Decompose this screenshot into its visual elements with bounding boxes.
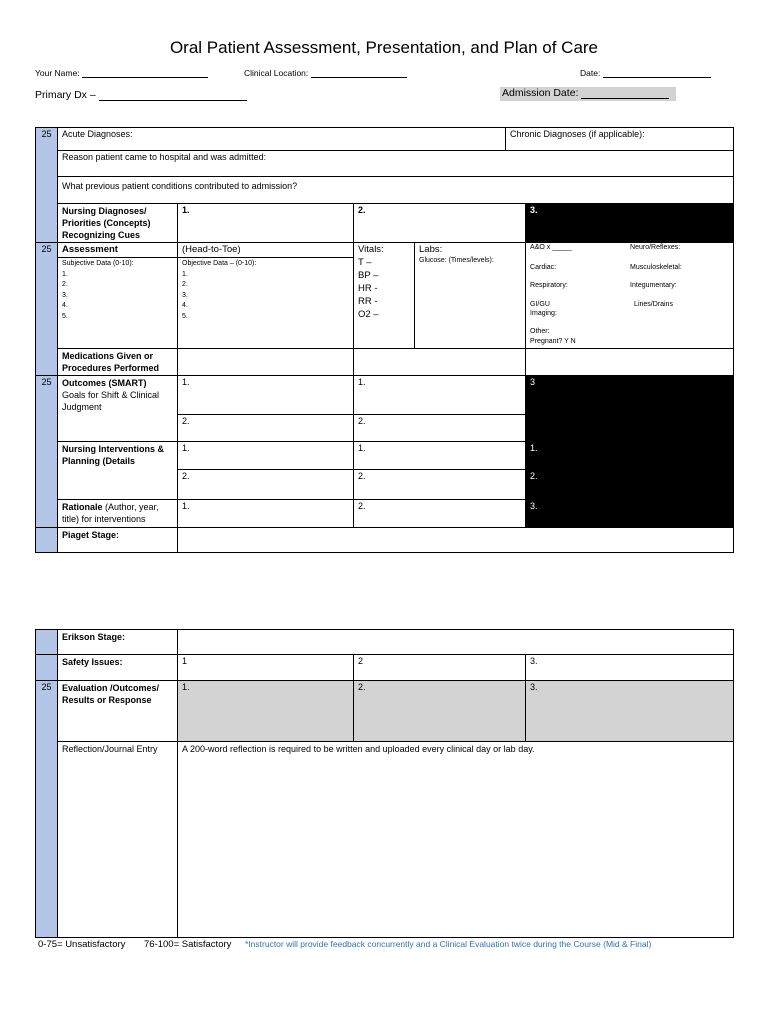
outcome-1-col-2[interactable]: 1. (354, 376, 526, 415)
outcomes-sublabel: Goals for Shift & Clinical Judgment (62, 390, 160, 412)
acute-diagnoses-cell[interactable]: Acute Diagnoses: (58, 128, 506, 151)
page-title: Oral Patient Assessment, Presentation, and Plan of Care (169, 38, 599, 57)
primary-dx-label: Primary Dx – (35, 89, 96, 101)
score-cell-piaget (36, 528, 58, 553)
outcome-col-3[interactable]: 3 (526, 376, 734, 442)
primary-dx-field[interactable] (35, 89, 247, 101)
vital-bp: BP – (358, 270, 379, 281)
intervention-2-col-1[interactable]: 2. (178, 470, 354, 500)
intervention-2-col-3[interactable]: 2. (526, 470, 734, 500)
evaluation-col-1[interactable]: 1. (178, 681, 354, 742)
instructor-feedback-note: *Instructor will provide feedback concurrently and a Clinical Evaluation twice during the Course (Mid & Final) (245, 939, 652, 949)
objective-data-label: Objective Data – (0-10): (182, 260, 257, 267)
meds-col-1[interactable] (178, 349, 354, 376)
safety-label: Safety Issues: (58, 655, 178, 681)
musculoskeletal-label: Musculoskeletal: (630, 264, 682, 271)
safety-col-2[interactable]: 2 (354, 655, 526, 681)
outcomes-label: Outcomes (SMART) (62, 378, 147, 388)
rationale-col-3[interactable]: 3. (526, 500, 734, 528)
outcome-2-col-1[interactable]: 2. (178, 415, 354, 442)
your-name-line[interactable] (82, 68, 208, 78)
systems-cell[interactable] (526, 243, 734, 349)
evaluation-label: Evaluation /Outcomes/ Results or Response (58, 681, 178, 742)
pregnant-label: Pregnant? Y N (530, 338, 576, 345)
score-cell-4: 25 (36, 681, 58, 938)
score-cell-2: 25 (36, 243, 58, 376)
outcomes-label-cell (58, 376, 178, 442)
lines-drains-label: Lines/Drains (634, 301, 673, 308)
erikson-value[interactable] (178, 630, 734, 655)
assessment-label: Assessment (62, 244, 118, 255)
other-label: Other: (530, 328, 550, 335)
meds-col-2[interactable] (354, 349, 526, 376)
vital-temp: T – (358, 257, 372, 268)
objective-item: 4. (182, 302, 188, 309)
subjective-item: 3. (62, 291, 68, 299)
evaluation-col-3[interactable]: 3. (526, 681, 734, 742)
clinical-location-label: Clinical Location: (244, 68, 309, 78)
score-cell-1: 25 (36, 128, 58, 243)
score-cell-safety (36, 655, 58, 681)
intervention-1-col-3[interactable]: 1. (526, 442, 734, 470)
imaging-label: Imaging: (530, 310, 557, 317)
admission-date-label: Admission Date: (502, 87, 579, 99)
meds-col-3[interactable] (526, 349, 734, 376)
subjective-item: 1. (62, 270, 68, 278)
respiratory-label: Respiratory: (530, 282, 568, 289)
medications-label: Medications Given or Procedures Performed (58, 349, 178, 376)
date-label: Date: (580, 68, 601, 78)
evaluation-col-2[interactable]: 2. (354, 681, 526, 742)
cardiac-label: Cardiac: (530, 264, 557, 271)
subjective-item: 2. (62, 281, 68, 288)
evaluation-table (35, 629, 734, 938)
piaget-value[interactable] (178, 528, 734, 553)
labs-label: Labs: (419, 244, 443, 255)
clinical-location-field[interactable] (244, 68, 407, 78)
nursing-dx-col-3[interactable]: 3. (526, 204, 734, 243)
care-plan-table (35, 127, 734, 553)
chronic-diagnoses-cell[interactable]: Chronic Diagnoses (if applicable): (506, 128, 734, 151)
nursing-dx-col-2[interactable]: 2. (354, 204, 526, 243)
clinical-location-line[interactable] (311, 68, 407, 78)
subjective-data-label: Subjective Data (0-10): (62, 260, 134, 267)
grading-scale-satisfactory: 76-100= Satisfactory (144, 939, 232, 950)
your-name-field[interactable] (35, 68, 208, 78)
rationale-col-1[interactable]: 1. (178, 500, 354, 528)
head-to-toe-label: (Head-to-Toe) (182, 244, 241, 255)
gigu-label: GI/GU (530, 301, 550, 308)
labs-cell[interactable] (415, 243, 526, 349)
vitals-cell[interactable] (354, 243, 415, 349)
rationale-col-2[interactable]: 2. (354, 500, 526, 528)
safety-col-1[interactable]: 1 (178, 655, 354, 681)
primary-dx-line[interactable] (99, 91, 247, 101)
reflection-label: Reflection/Journal Entry (58, 742, 178, 938)
objective-item: 2. (182, 281, 188, 288)
neuro-label: Neuro/Reflexes: (630, 244, 681, 251)
piaget-label: Piaget Stage: (58, 528, 178, 553)
nursing-dx-col-1[interactable]: 1. (178, 204, 354, 243)
glucose-label: Glucose: (Times/levels): (419, 257, 494, 264)
objective-data-cell[interactable] (178, 243, 354, 349)
date-field[interactable] (580, 68, 711, 78)
score-cell-erikson (36, 630, 58, 655)
erikson-label: Erikson Stage: (58, 630, 178, 655)
admission-date-field[interactable] (500, 87, 676, 101)
vital-rr: RR - (358, 296, 378, 307)
rationale-label: Rationale (62, 502, 103, 512)
rationale-label-cell (58, 500, 178, 528)
vital-hr: HR - (358, 283, 378, 294)
previous-conditions-cell[interactable]: What previous patient conditions contributed to admission? (58, 177, 734, 204)
admission-date-line[interactable] (581, 89, 669, 99)
reflection-entry[interactable]: A 200-word reflection is required to be written and uploaded every clinical day or lab day. (178, 742, 734, 938)
objective-item: 1. (182, 270, 188, 278)
safety-col-3[interactable]: 3. (526, 655, 734, 681)
date-line[interactable] (603, 68, 711, 78)
grading-scale-unsatisfactory: 0-75= Unsatisfactory (38, 939, 126, 950)
vitals-label: Vitals: (358, 244, 384, 255)
vital-o2: O2 – (358, 309, 379, 320)
score-cell-3: 25 (36, 376, 58, 528)
integumentary-label: Integumentary: (630, 282, 677, 289)
subjective-item: 4. (62, 302, 68, 309)
rationale-sublabel: (Author, year, title) for interventions (62, 502, 159, 524)
reason-admitted-cell[interactable]: Reason patient came to hospital and was admitted: (58, 151, 734, 177)
intervention-1-col-1[interactable]: 1. (178, 442, 354, 470)
objective-item: 3. (182, 291, 188, 299)
outcome-2-col-2[interactable]: 2. (354, 415, 526, 442)
subjective-item: 5. (62, 312, 68, 320)
ao-label: A&O x _____ (530, 244, 572, 251)
your-name-label: Your Name: (35, 68, 80, 78)
intervention-1-col-2[interactable]: 1. (354, 442, 526, 470)
objective-item: 5. (182, 312, 188, 320)
outcome-1-col-1[interactable]: 1. (178, 376, 354, 415)
subjective-data-cell[interactable] (58, 243, 178, 349)
nursing-diagnoses-label: Nursing Diagnoses/ Priorities (Concepts) Recognizing Cues (58, 204, 178, 243)
intervention-2-col-2[interactable]: 2. (354, 470, 526, 500)
interventions-label: Nursing Interventions & Planning (Details (58, 442, 178, 500)
